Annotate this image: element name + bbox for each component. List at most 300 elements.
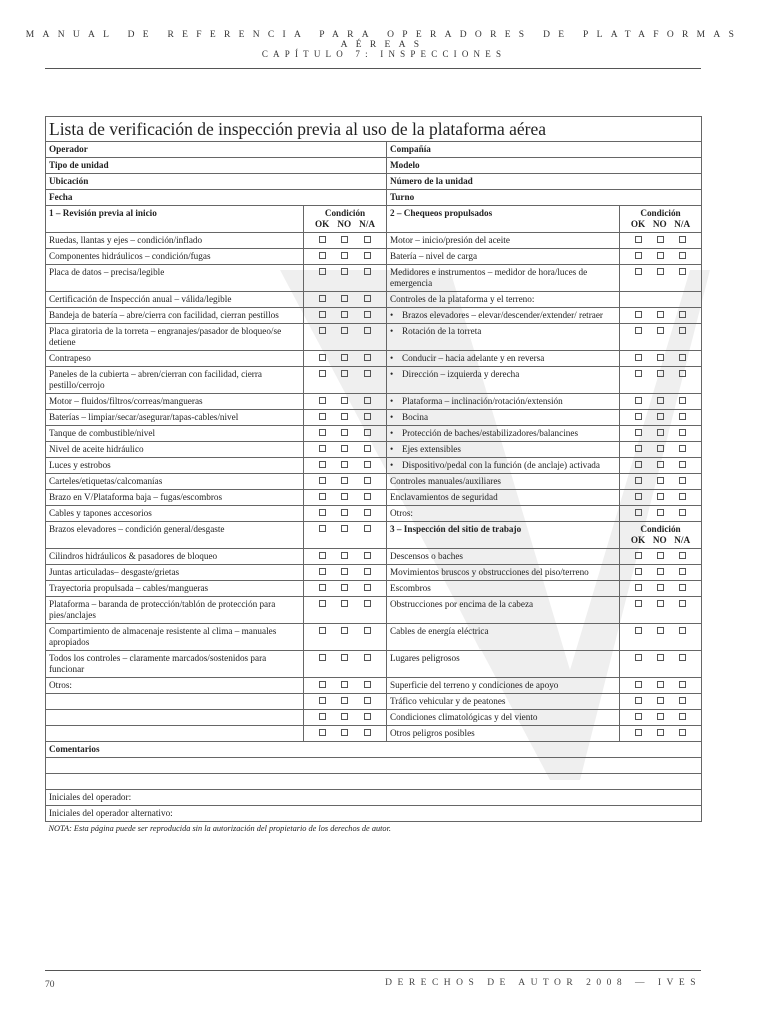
condition-label: Condición [640, 524, 681, 534]
checkbox-na[interactable] [364, 654, 371, 661]
item-right [387, 394, 620, 410]
item-right [387, 426, 620, 442]
checkbox-no[interactable] [657, 268, 664, 275]
checklist-row [46, 549, 702, 565]
item-right-text: Brazos elevadores – elevar/descender/extender/ retraer [402, 310, 603, 320]
checkbox-ok[interactable] [319, 327, 326, 334]
checkbox-no[interactable] [341, 252, 348, 259]
checkbox-ok[interactable] [635, 445, 642, 452]
comments-field[interactable] [46, 758, 702, 774]
condition-checkboxes [304, 233, 387, 249]
checkbox-ok[interactable] [319, 397, 326, 404]
checkbox-ok[interactable] [635, 697, 642, 704]
checkbox-na[interactable] [364, 681, 371, 688]
condition-checkboxes [304, 442, 387, 458]
comments-row [46, 742, 702, 758]
checkbox-ok[interactable] [319, 568, 326, 575]
checkbox-ok[interactable] [319, 354, 326, 361]
checkbox-no[interactable] [341, 713, 348, 720]
item-right-text: Movimientos bruscos y obstrucciones del piso/terreno [390, 567, 589, 577]
section3-title: 3 – Inspección del sitio de trabajo [387, 522, 620, 549]
item-right [387, 726, 620, 742]
checklist-title: Lista de verificación de inspección previa al uso de la plataforma aérea [46, 117, 702, 142]
checklist-row [46, 324, 702, 351]
checkbox-no[interactable] [341, 354, 348, 361]
checkbox-na[interactable] [364, 552, 371, 559]
checkbox-na[interactable] [679, 445, 686, 452]
checkbox-na[interactable] [364, 568, 371, 575]
checkbox-na[interactable] [679, 627, 686, 634]
item-right [387, 694, 620, 710]
checkbox-ok[interactable] [635, 627, 642, 634]
checkbox-no[interactable] [341, 681, 348, 688]
checkbox-na[interactable] [679, 370, 686, 377]
item-right-text: Enclavamientos de seguridad [390, 492, 498, 502]
item-left [46, 394, 304, 410]
checkbox-na[interactable] [679, 413, 686, 420]
comments-field[interactable] [46, 774, 702, 790]
condition-label: Condición [640, 208, 681, 218]
item-left [46, 458, 304, 474]
checklist-row [46, 506, 702, 522]
checkbox-na[interactable] [364, 429, 371, 436]
condition-checkboxes [304, 651, 387, 678]
checkbox-na[interactable] [679, 429, 686, 436]
info-field-right[interactable]: Compañía [387, 142, 702, 158]
checkbox-na[interactable] [364, 413, 371, 420]
checkbox-ok[interactable] [319, 697, 326, 704]
comments-label: Comentarios [46, 742, 702, 758]
item-left [46, 726, 304, 742]
checkbox-ok[interactable] [319, 493, 326, 500]
checkbox-no[interactable] [657, 413, 664, 420]
checkbox-ok[interactable] [319, 236, 326, 243]
condition-checkboxes [304, 249, 387, 265]
checkbox-no[interactable] [341, 509, 348, 516]
condition-checkboxes [620, 490, 702, 506]
checkbox-no[interactable] [657, 397, 664, 404]
checkbox-no[interactable] [657, 697, 664, 704]
checkbox-ok[interactable] [319, 413, 326, 420]
copyright-notice: DERECHOS DE AUTOR 2008 — IVES [385, 978, 701, 988]
checkbox-na[interactable] [364, 600, 371, 607]
item-right [387, 506, 620, 522]
checkbox-ok[interactable] [319, 295, 326, 302]
bullet-icon: • [390, 444, 394, 454]
checkbox-na[interactable] [364, 525, 371, 532]
checkbox-na[interactable] [679, 568, 686, 575]
item-right-text: Escombros [390, 583, 431, 593]
item-right-text: Condiciones climatológicas y del viento [390, 712, 538, 722]
checkbox-na[interactable] [364, 397, 371, 404]
info-field-left[interactable]: Fecha [46, 190, 387, 206]
checkbox-ok[interactable] [635, 568, 642, 575]
condition-checkboxes [620, 308, 702, 324]
condition-header-right [620, 206, 702, 233]
checkbox-no[interactable] [657, 311, 664, 318]
checkbox-no[interactable] [657, 477, 664, 484]
checkbox-ok[interactable] [319, 311, 326, 318]
checkbox-no[interactable] [657, 681, 664, 688]
condition-checkboxes [304, 565, 387, 581]
checkbox-no[interactable] [341, 697, 348, 704]
checkbox-na[interactable] [364, 509, 371, 516]
condition-checkboxes [304, 726, 387, 742]
info-row [46, 190, 702, 206]
checkbox-na[interactable] [364, 477, 371, 484]
checkbox-ok[interactable] [635, 509, 642, 516]
checkbox-no[interactable] [657, 252, 664, 259]
checkbox-na[interactable] [679, 654, 686, 661]
checkbox-ok[interactable] [635, 729, 642, 736]
header-rule [45, 68, 701, 69]
reproduction-note: NOTA: Esta página puede ser reproducida sin la autorización del propietario de los derechos de autor. [48, 824, 391, 833]
item-right-text: Cables de energía eléctrica [390, 626, 489, 636]
condition-no-label: NO [337, 219, 352, 229]
footer-rule [45, 970, 701, 971]
checkbox-no[interactable] [657, 493, 664, 500]
item-right-text: Superficie del terreno y condiciones de apoyo [390, 680, 559, 690]
checkbox-ok[interactable] [635, 413, 642, 420]
condition-checkboxes [620, 474, 702, 490]
info-field-right[interactable]: Número de la unidad [387, 174, 702, 190]
checkbox-ok[interactable] [319, 713, 326, 720]
checkbox-na[interactable] [364, 627, 371, 634]
checkbox-no[interactable] [657, 568, 664, 575]
checkbox-no[interactable] [341, 429, 348, 436]
checkbox-no[interactable] [657, 729, 664, 736]
item-right [387, 249, 620, 265]
checkbox-no[interactable] [657, 429, 664, 436]
item-right-text: Obstrucciones por encima de la cabeza [390, 599, 534, 609]
checkbox-ok[interactable] [319, 461, 326, 468]
checklist-row [46, 426, 702, 442]
alt-operator-initials-field[interactable]: Iniciales del operador alternativo: [46, 806, 702, 822]
condition-checkboxes [620, 394, 702, 410]
checkbox-no[interactable] [341, 552, 348, 559]
condition-checkboxes [304, 506, 387, 522]
checkbox-no[interactable] [657, 627, 664, 634]
item-left [46, 410, 304, 426]
checkbox-no[interactable] [657, 713, 664, 720]
checkbox-ok[interactable] [319, 445, 326, 452]
item-right-text: Descensos o baches [390, 551, 463, 561]
condition-checkboxes [304, 597, 387, 624]
condition-checkboxes [620, 651, 702, 678]
checklist-row [46, 565, 702, 581]
checklist-row [46, 367, 702, 394]
item-left [46, 249, 304, 265]
item-left [46, 694, 304, 710]
section1-title: 1 – Revisión previa al inicio [46, 206, 304, 233]
condition-checkboxes [620, 710, 702, 726]
condition-ok-label: OK [630, 219, 646, 229]
checkbox-na[interactable] [364, 370, 371, 377]
checkbox-no[interactable] [341, 268, 348, 275]
checkbox-na[interactable] [679, 729, 686, 736]
checklist-row [46, 292, 702, 308]
checklist-row [46, 410, 702, 426]
checkbox-ok[interactable] [635, 236, 642, 243]
comments-line [46, 758, 702, 774]
checkbox-no[interactable] [657, 236, 664, 243]
item-left [46, 710, 304, 726]
checkbox-ok[interactable] [635, 354, 642, 361]
item-right [387, 265, 620, 292]
initials-row [46, 790, 702, 806]
checklist-row [46, 678, 702, 694]
item-right-text: Lugares peligrosos [390, 653, 460, 663]
checkbox-no[interactable] [657, 370, 664, 377]
checkbox-na[interactable] [679, 584, 686, 591]
checkbox-na[interactable] [679, 713, 686, 720]
checkbox-no[interactable] [657, 584, 664, 591]
condition-no-label: NO [652, 219, 667, 229]
item-right-text: Tráfico vehicular y de peatones [390, 696, 506, 706]
checkbox-ok[interactable] [319, 525, 326, 532]
checkbox-na[interactable] [364, 354, 371, 361]
checkbox-no[interactable] [657, 327, 664, 334]
checkbox-no[interactable] [341, 327, 348, 334]
checkbox-na[interactable] [679, 509, 686, 516]
condition-checkboxes [620, 410, 702, 426]
info-field-left[interactable]: Operador [46, 142, 387, 158]
checkbox-ok[interactable] [635, 713, 642, 720]
checkbox-no[interactable] [341, 654, 348, 661]
item-left-text: Brazos elevadores – condición general/desgaste [49, 524, 225, 534]
checkbox-no[interactable] [341, 568, 348, 575]
checkbox-ok[interactable] [319, 552, 326, 559]
item-right-text: Bocina [402, 412, 429, 422]
checkbox-no[interactable] [341, 600, 348, 607]
condition-checkboxes [620, 506, 702, 522]
condition-checkboxes [304, 678, 387, 694]
item-left-text: Todos los controles – claramente marcados/sostenidos para funcionar [49, 653, 267, 674]
checkbox-na[interactable] [364, 493, 371, 500]
item-left-text: Bandeja de batería – abre/cierra con facilidad, cierran pestillos [49, 310, 279, 320]
checkbox-na[interactable] [364, 236, 371, 243]
checkbox-ok[interactable] [635, 584, 642, 591]
item-left [46, 651, 304, 678]
checkbox-ok[interactable] [635, 252, 642, 259]
checkbox-na[interactable] [679, 600, 686, 607]
checkbox-ok[interactable] [635, 397, 642, 404]
checkbox-ok[interactable] [319, 509, 326, 516]
condition-label: Condición [324, 208, 366, 218]
condition-checkboxes [304, 324, 387, 351]
item-left-text: Juntas articuladas– desgaste/grietas [49, 567, 180, 577]
checkbox-ok[interactable] [635, 268, 642, 275]
condition-checkboxes [304, 426, 387, 442]
item-right [387, 565, 620, 581]
item-right [387, 442, 620, 458]
checkbox-ok[interactable] [319, 370, 326, 377]
condition-checkboxes [304, 367, 387, 394]
condition-header-section3 [620, 522, 702, 549]
checkbox-no[interactable] [341, 295, 348, 302]
item-left [46, 624, 304, 651]
condition-ok-label: OK [315, 219, 330, 229]
item-right [387, 678, 620, 694]
checkbox-na[interactable] [364, 268, 371, 275]
item-left-text: Otros: [49, 680, 72, 690]
operator-initials-field[interactable]: Iniciales del operador: [46, 790, 702, 806]
checkbox-na[interactable] [679, 477, 686, 484]
checkbox-no[interactable] [341, 445, 348, 452]
item-left [46, 506, 304, 522]
checkbox-na[interactable] [364, 327, 371, 334]
checkbox-ok[interactable] [635, 311, 642, 318]
checkbox-no[interactable] [341, 370, 348, 377]
checkbox-ok[interactable] [635, 493, 642, 500]
checkbox-ok[interactable] [319, 252, 326, 259]
item-right-text: Batería – nivel de carga [390, 251, 478, 261]
checkbox-no[interactable] [341, 729, 348, 736]
checkbox-no[interactable] [657, 654, 664, 661]
bullet-icon: • [390, 326, 394, 336]
checkbox-na[interactable] [679, 327, 686, 334]
section3-header-row [46, 522, 702, 549]
checkbox-na[interactable] [364, 461, 371, 468]
checkbox-ok[interactable] [319, 584, 326, 591]
checkbox-ok[interactable] [635, 600, 642, 607]
header-chapter-title: CAPÍTULO 7: INSPECCIONES [261, 49, 507, 59]
checkbox-ok[interactable] [635, 429, 642, 436]
checkbox-na[interactable] [679, 493, 686, 500]
checkbox-no[interactable] [341, 477, 348, 484]
item-right-text: Otros peligros posibles [390, 728, 475, 738]
item-left [46, 565, 304, 581]
checkbox-ok[interactable] [319, 654, 326, 661]
checkbox-no[interactable] [657, 354, 664, 361]
item-right [387, 651, 620, 678]
checkbox-ok[interactable] [319, 268, 326, 275]
checkbox-ok[interactable] [319, 627, 326, 634]
item-right [387, 324, 620, 351]
checkbox-na[interactable] [364, 445, 371, 452]
bullet-icon: • [390, 353, 394, 363]
item-right-text: Plataforma – inclinación/rotación/extensión [402, 396, 563, 406]
checkbox-na[interactable] [679, 354, 686, 361]
item-right [387, 581, 620, 597]
checkbox-no[interactable] [341, 493, 348, 500]
checkbox-na[interactable] [679, 252, 686, 259]
section2-title: 2 – Chequeos propulsados [387, 206, 620, 233]
checkbox-no[interactable] [341, 311, 348, 318]
checkbox-no[interactable] [341, 397, 348, 404]
item-left [46, 308, 304, 324]
checklist-row [46, 651, 702, 678]
info-field-left[interactable]: Tipo de unidad [46, 158, 387, 174]
checkbox-ok[interactable] [635, 327, 642, 334]
condition-checkboxes [304, 265, 387, 292]
checklist-row [46, 474, 702, 490]
condition-checkboxes [304, 549, 387, 565]
checkbox-na[interactable] [679, 697, 686, 704]
item-right-text: Controles de la plataforma y el terreno: [390, 294, 535, 304]
checkbox-no[interactable] [341, 413, 348, 420]
checkbox-ok[interactable] [319, 429, 326, 436]
checkbox-no[interactable] [657, 552, 664, 559]
checkbox-na[interactable] [364, 584, 371, 591]
checkbox-ok[interactable] [319, 477, 326, 484]
page-number: 70 [45, 980, 55, 990]
checkbox-no[interactable] [657, 509, 664, 516]
checkbox-ok[interactable] [319, 600, 326, 607]
checkbox-ok[interactable] [635, 552, 642, 559]
item-left-text: Brazo en V/Plataforma baja – fugas/escombros [49, 492, 223, 502]
checkbox-na[interactable] [679, 681, 686, 688]
item-left-text: Ruedas, llantas y ejes – condición/inflado [49, 235, 203, 245]
checkbox-ok[interactable] [319, 729, 326, 736]
checkbox-ok[interactable] [635, 477, 642, 484]
checkbox-no[interactable] [657, 445, 664, 452]
checkbox-no[interactable] [341, 627, 348, 634]
item-right [387, 710, 620, 726]
checkbox-ok[interactable] [635, 654, 642, 661]
checkbox-na[interactable] [679, 268, 686, 275]
checkbox-na[interactable] [679, 311, 686, 318]
comments-line [46, 774, 702, 790]
checkbox-no[interactable] [341, 525, 348, 532]
condition-checkboxes [304, 710, 387, 726]
item-left [46, 367, 304, 394]
checkbox-no[interactable] [341, 461, 348, 468]
info-field-left[interactable]: Ubicación [46, 174, 387, 190]
item-left-text: Componentes hidráulicos – condición/fugas [49, 251, 211, 261]
condition-checkboxes [304, 410, 387, 426]
checkbox-na[interactable] [364, 252, 371, 259]
checkbox-na[interactable] [679, 236, 686, 243]
info-field-right[interactable]: Turno [387, 190, 702, 206]
item-right-text: Motor – inicio/presión del aceite [390, 235, 510, 245]
checkbox-na[interactable] [679, 461, 686, 468]
condition-checkboxes [620, 324, 702, 351]
checkbox-ok[interactable] [635, 461, 642, 468]
item-right-text: Otros: [390, 508, 413, 518]
item-left [46, 474, 304, 490]
checkbox-no[interactable] [341, 236, 348, 243]
condition-checkboxes [620, 367, 702, 394]
checkbox-na[interactable] [364, 729, 371, 736]
checkbox-no[interactable] [657, 600, 664, 607]
checkbox-na[interactable] [364, 311, 371, 318]
checkbox-ok[interactable] [635, 681, 642, 688]
condition-checkboxes [620, 726, 702, 742]
item-right [387, 458, 620, 474]
item-left [46, 597, 304, 624]
item-right-text: Conducir – hacia adelante y en reversa [402, 353, 545, 363]
checklist-row [46, 351, 702, 367]
item-left-text: Compartimiento de almacenaje resistente al clima – manuales apropiados [49, 626, 277, 647]
initials-row [46, 806, 702, 822]
checkbox-na[interactable] [364, 713, 371, 720]
checkbox-na[interactable] [364, 295, 371, 302]
checkbox-na[interactable] [679, 397, 686, 404]
condition-checkboxes [304, 308, 387, 324]
info-field-right[interactable]: Modelo [387, 158, 702, 174]
checkbox-na[interactable] [364, 697, 371, 704]
checkbox-na[interactable] [679, 552, 686, 559]
condition-checkboxes [304, 458, 387, 474]
item-right-text: Controles manuales/auxiliares [390, 476, 501, 486]
checkbox-ok[interactable] [319, 681, 326, 688]
item-left-text: Placa de datos – precisa/legible [49, 267, 165, 277]
checkbox-no[interactable] [657, 461, 664, 468]
item-left [46, 426, 304, 442]
checkbox-ok[interactable] [635, 370, 642, 377]
checkbox-no[interactable] [341, 584, 348, 591]
